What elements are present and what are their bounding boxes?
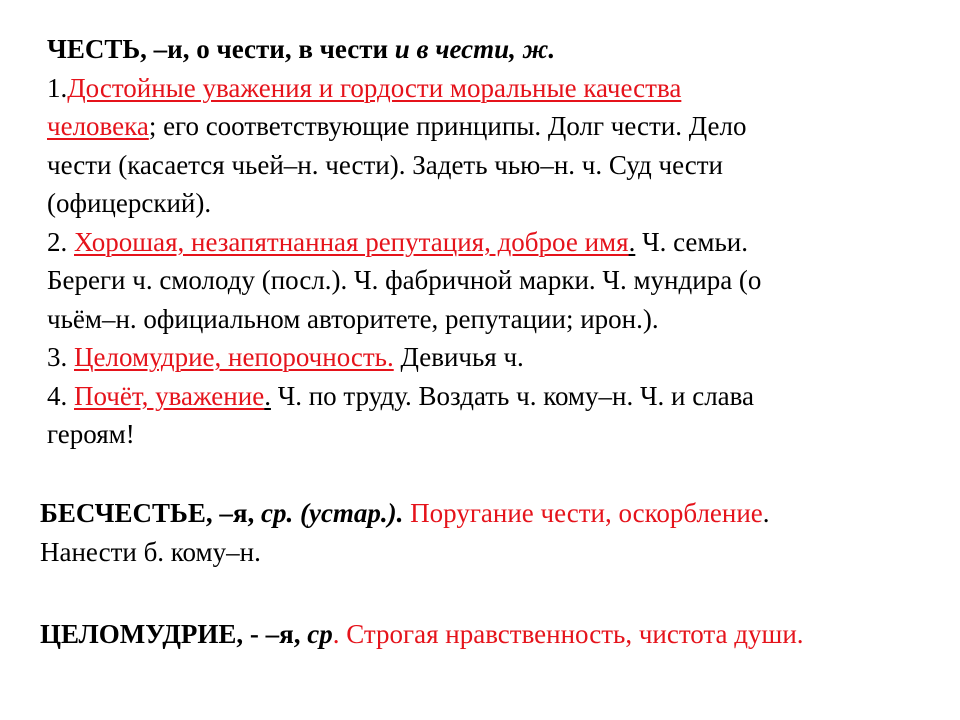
sense-4-period: .	[264, 380, 271, 411]
sense-2-line-2: Береги ч. смолоду (посл.). Ч. фабричной марки. Ч. мундира (о	[47, 265, 762, 295]
sense-2-period: .	[628, 226, 636, 257]
sense-1-line-3: чести (касается чьей–н. чести). Задеть чью–н. ч. Суд чести	[47, 149, 723, 180]
sense-2-line-1	[47, 223, 761, 262]
beschestye-line-1	[40, 494, 770, 533]
headword: ЧЕСТЬ, –и, о чести, в чести	[47, 34, 389, 64]
sense-1-definition-part-1: Достойные уважения и гордости моральные качества	[67, 72, 682, 103]
headword-grammar: ср. (устар.).	[260, 498, 404, 528]
entry-headword-line	[47, 30, 761, 69]
sense-2-examples: Ч. семьи.	[635, 226, 749, 257]
headword: БЕСЧЕСТЬЕ, –я,	[40, 498, 261, 528]
sense-1-number: 1.	[47, 72, 68, 103]
sense-4-line-2: героям!	[47, 419, 135, 449]
headword-grammar: и в чести, ж.	[388, 34, 556, 64]
dictionary-entry-chest	[47, 30, 761, 454]
sense-2-line-3: чьём–н. официальном авторитете, репутации; ирон.).	[47, 303, 659, 334]
sense-1-line-1	[47, 69, 761, 108]
sense-4-examples: Ч. по труду. Воздать ч. кому–н. Ч. и слава	[270, 380, 755, 411]
beschestye-example: Нанести б. кому–н.	[40, 536, 261, 567]
sense-3-period: .	[386, 342, 394, 372]
beschestye-period: .	[762, 498, 770, 528]
sense-1-line-2	[47, 107, 761, 146]
sense-3-examples: Девичья ч.	[393, 342, 524, 372]
beschestye-definition: Поругание чести, оскорбление	[403, 498, 763, 528]
sense-4-definition: Почёт, уважение	[74, 380, 265, 411]
sense-4-number: 4.	[47, 380, 74, 411]
tselomudrie-definition: Строгая нравственность, чистота души.	[339, 619, 804, 649]
sense-2-number: 2.	[47, 226, 74, 257]
sense-1-examples: ; его соответствующие принципы. Долг чести. Дело	[148, 111, 747, 141]
sense-3-number: 3.	[47, 342, 74, 372]
tselomudrie-period: .	[332, 619, 340, 649]
dictionary-entry-tselomudrie	[40, 615, 804, 654]
headword: ЦЕЛОМУДРИЕ, - –я,	[40, 619, 308, 649]
sense-2-definition: Хорошая, незапятнанная репутация, доброе имя	[74, 226, 629, 257]
sense-3-line-1	[47, 338, 761, 377]
sense-1-line-4: (офицерский).	[47, 188, 212, 218]
dictionary-entry-beschestye	[40, 494, 770, 571]
sense-4-line-1	[47, 377, 761, 416]
sense-3-definition: Целомудрие, непорочность	[74, 342, 387, 372]
sense-1-definition-part-2: человека	[47, 111, 149, 141]
headword-grammar: ср	[307, 619, 333, 649]
tselomudrie-line-1	[40, 615, 804, 654]
